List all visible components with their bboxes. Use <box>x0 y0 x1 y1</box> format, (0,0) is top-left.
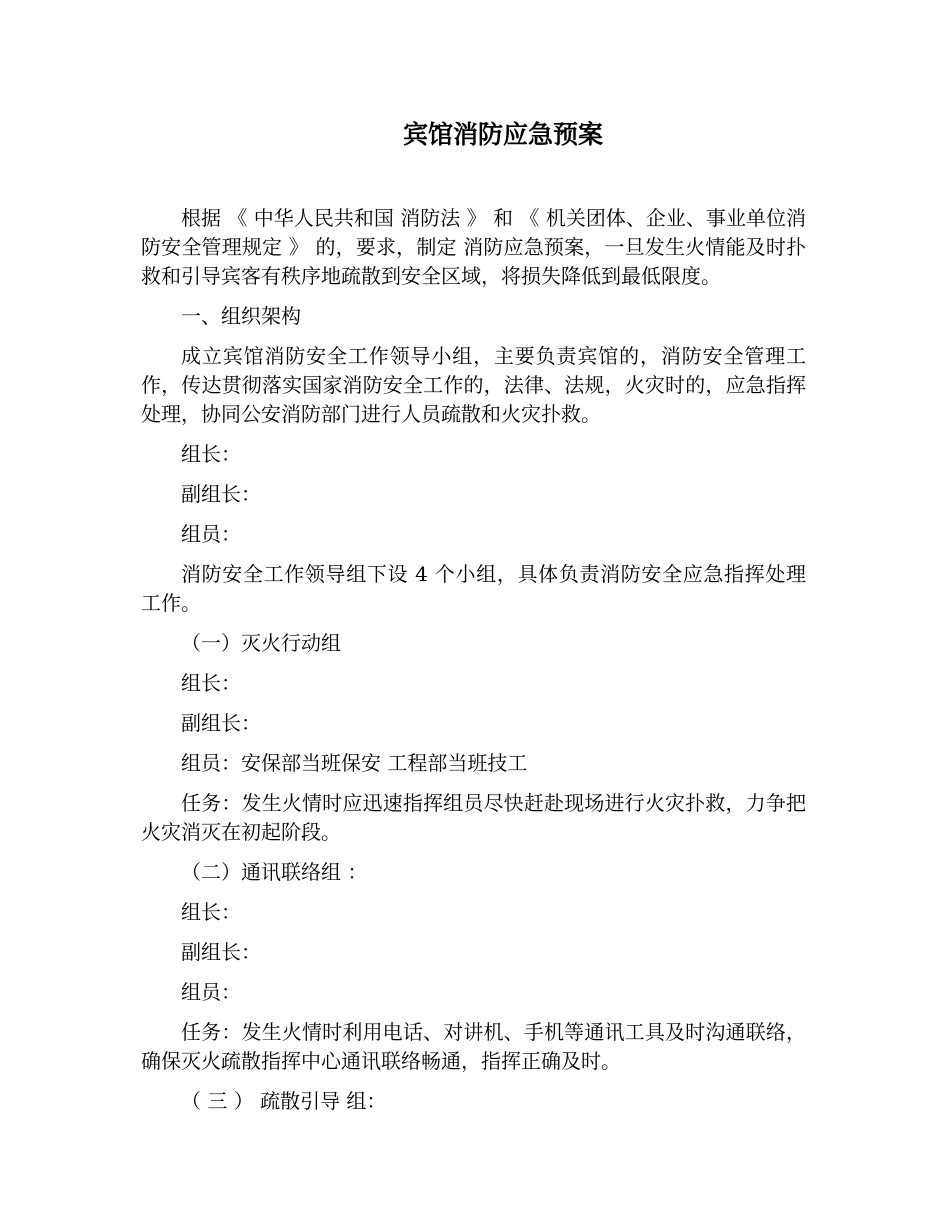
document-body <box>141 204 806 1127</box>
paragraph-intro: 根据 《 中华人民共和国 消防法 》 和 《 机关团体、企业、事业单位消防安全管理规定 》 的，要求，制定 消防应急预案，一旦发生火情能及时扑救和引导宾客有秩序地疏散到安全区域，将损失降低到最低限度。 <box>141 206 806 288</box>
field-deputy-leader: 副组长： <box>181 711 261 735</box>
section-heading-organization: 一、组织架构 <box>181 304 301 328</box>
paragraph-leadership-group: 成立宾馆消防安全工作领导小组，主要负责宾馆的，消防安全管理工作，传达贯彻落实国家消防安全工作的，法律、法规，火灾时的，应急指挥处理，协同公安消防部门进行人员疏散和火灾扑救。 <box>141 344 806 426</box>
subsection-heading-firefighting: （一）灭火行动组 <box>181 631 341 655</box>
document-title: 宾馆消防应急预案 <box>402 120 603 149</box>
subsection-heading-evacuation: （ 三 ） 疏散引导 组： <box>181 1089 387 1113</box>
paragraph-task-communication: 任务：发生火情时利用电话、对讲机、手机等通讯工具及时沟通联络，确保灭火疏散指挥中心通讯联络畅通，指挥正确及时。 <box>141 1020 806 1073</box>
field-deputy-leader: 副组长： <box>181 940 261 964</box>
field-members: 组员： <box>181 522 241 546</box>
field-leader: 组长： <box>181 442 241 466</box>
paragraph-task-firefighting: 任务：发生火情时应迅速指挥组员尽快赶赴现场进行火灾扑救，力争把火灾消灭在初起阶段。 <box>141 791 806 844</box>
field-leader: 组长： <box>181 671 241 695</box>
field-deputy-leader: 副组长： <box>181 482 261 506</box>
field-leader: 组长： <box>181 900 241 924</box>
field-members: 组员：安保部当班保安 工程部当班技工 <box>181 751 528 775</box>
subsection-heading-communication: （二）通讯联络组 ： <box>181 860 368 884</box>
paragraph-subgroups: 消防安全工作领导组下设 4 个小组，具体负责消防安全应急指挥处理工作。 <box>141 562 806 615</box>
field-members: 组员： <box>181 980 241 1004</box>
